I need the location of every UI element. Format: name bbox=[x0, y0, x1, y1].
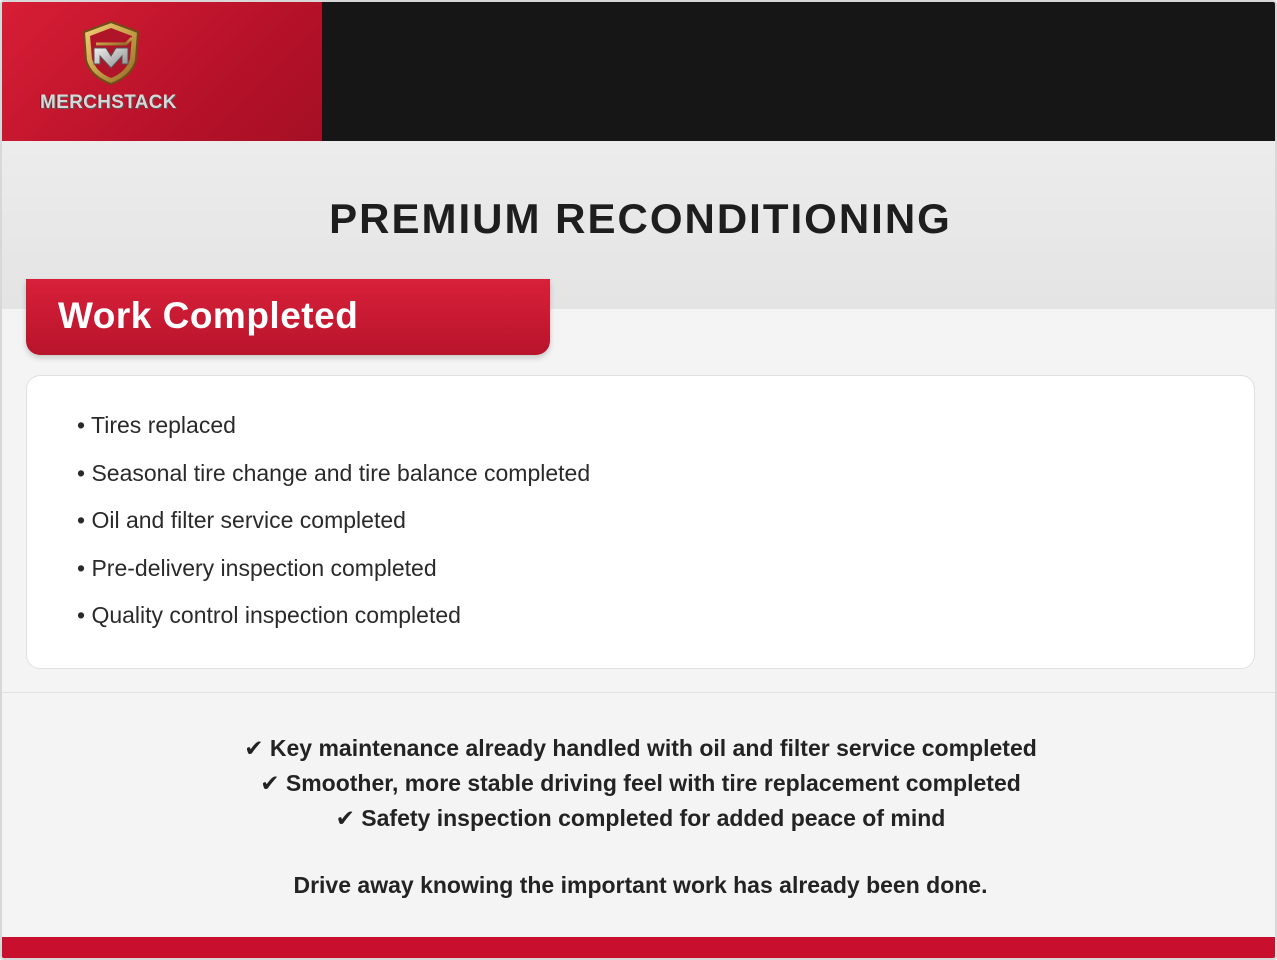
list-item: • Oil and filter service completed bbox=[77, 507, 406, 533]
highlights bbox=[2, 733, 1277, 838]
list-item: • Seasonal tire change and tire balance completed bbox=[77, 459, 591, 486]
bullet-icon: • bbox=[77, 602, 86, 628]
list-item: • Tires replaced bbox=[77, 412, 236, 438]
page-title: PREMIUM RECONDITIONING bbox=[329, 195, 952, 242]
header-bar bbox=[2, 2, 1277, 141]
checkmark-icon: ✔ bbox=[244, 735, 264, 761]
work-list bbox=[77, 410, 590, 648]
brand-panel bbox=[2, 2, 322, 141]
highlight-item: ✔ Smoother, more stable driving feel with tire replacement completed bbox=[260, 770, 1021, 796]
highlight-item: ✔ Safety inspection completed for added peace of mind bbox=[335, 805, 946, 831]
bullet-icon: • bbox=[77, 412, 86, 438]
footer-bar bbox=[2, 937, 1277, 960]
list-item: • Pre-delivery inspection completed bbox=[77, 554, 437, 581]
checkmark-icon: ✔ bbox=[260, 770, 280, 796]
bullet-icon: • bbox=[77, 554, 86, 581]
list-item: • Quality control inspection completed bbox=[77, 602, 461, 628]
section-tab bbox=[26, 279, 550, 355]
highlight-item: ✔ Key maintenance already handled with oil and filter service completed bbox=[244, 735, 1037, 761]
section-title: Work Completed bbox=[58, 295, 359, 336]
merchstack-logo-icon bbox=[76, 18, 146, 88]
bullet-icon: • bbox=[77, 507, 86, 533]
closing-statement: Drive away knowing the important work has already been done. bbox=[293, 872, 988, 898]
brand-name: MERCHSTACK bbox=[40, 92, 177, 113]
checkmark-icon: ✔ bbox=[335, 805, 355, 831]
bullet-icon: • bbox=[77, 459, 86, 486]
divider bbox=[2, 692, 1277, 693]
work-list-card bbox=[26, 375, 1255, 669]
